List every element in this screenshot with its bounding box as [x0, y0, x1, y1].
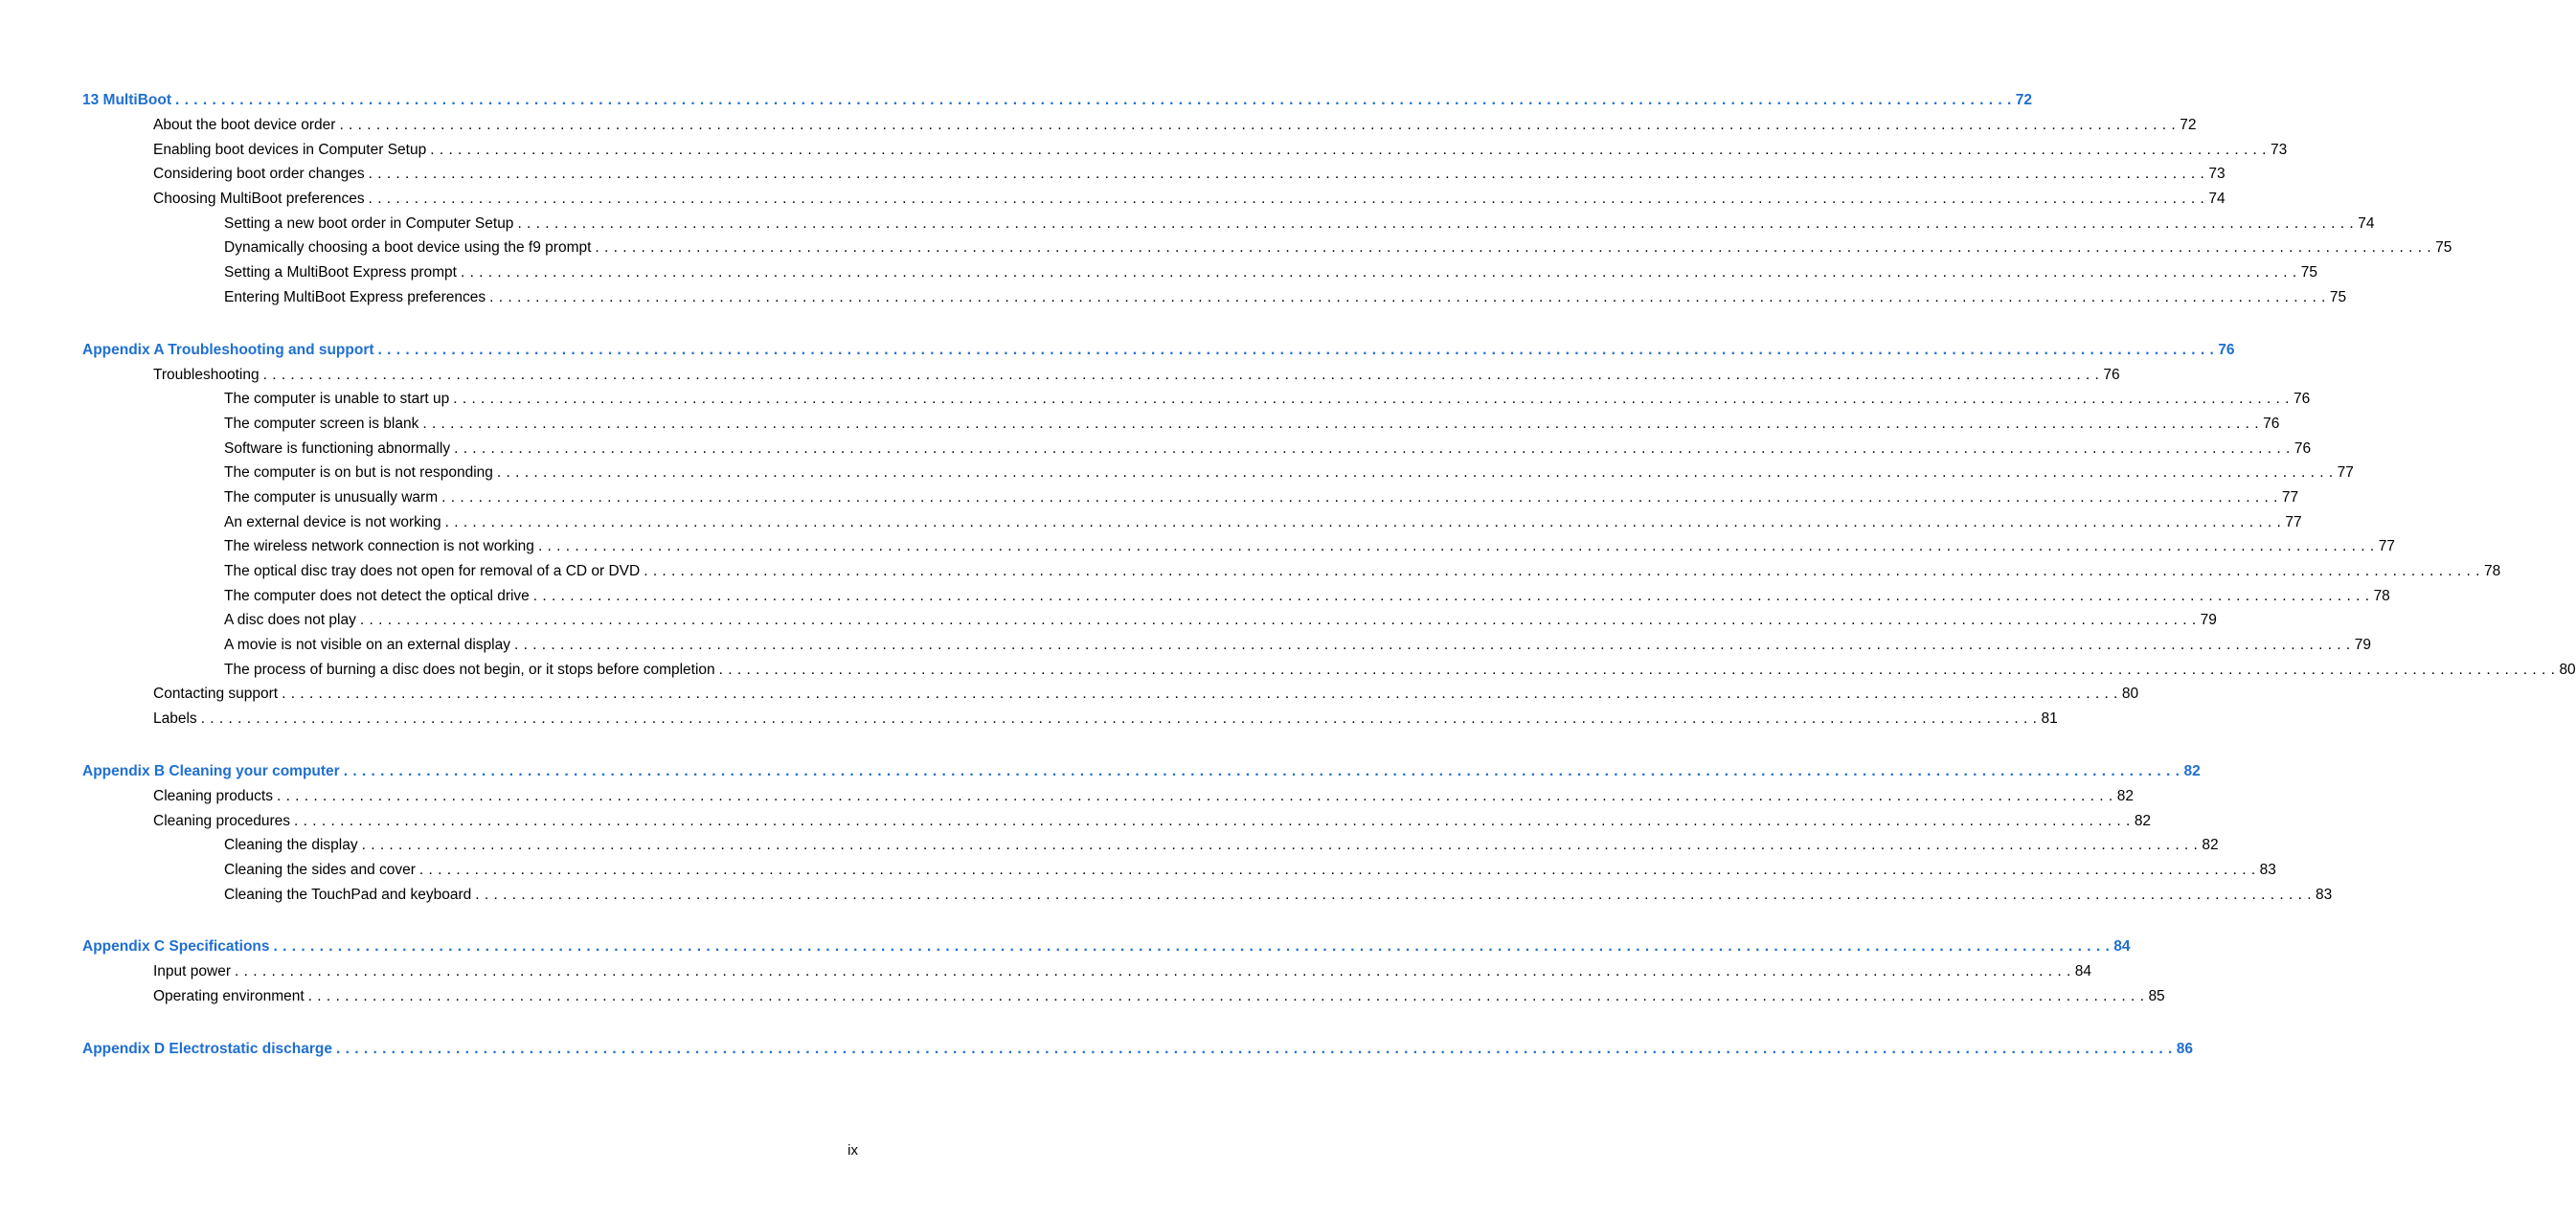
toc-entry-page-number: 77 [2375, 538, 2395, 555]
toc-entry-title: A disc does not play [224, 612, 360, 629]
toc-dot-leader: . . . . . . . . . . . . . . . . . . . . . . . . . . . . . . . . . . . . . . . . . . . . . . . . . . . . . . . . . . . . . . . . . . . . . . . . . . . . . . . . . . . . . . . . . . . . . . . . . . . . . . . . . . . . . . . . . . . . . . . . . . . . . . . . . . . . . . . . . . . . . . . . . . . . . . . . . . . . . . . . . . . . . . . . . . . . . . . . . . . . . . . . . . . . . . . . . . . . . . . . [282, 686, 2118, 703]
toc-entry-title: Troubleshooting [153, 367, 263, 384]
toc-entry[interactable] [82, 117, 2197, 142]
toc-entry-title: The wireless network connection is not working [224, 538, 538, 555]
toc-dot-leader: . . . . . . . . . . . . . . . . . . . . . . . . . . . . . . . . . . . . . . . . . . . . . . . . . . . . . . . . . . . . . . . . . . . . . . . . . . . . . . . . . . . . . . . . . . . . . . . . . . . . . . . . . . . . . . . . . . . . . . . . . . . . . . . . . . . . . . . . . . . . . . . . . . . . . . . . . . . . . . . . . . . . . . . . . . . . . . . . . . . . . . . . . . . . . . . . . . . . . . . . [444, 513, 2282, 530]
toc-entry-page-number: 73 [2204, 166, 2225, 183]
toc-dot-leader: . . . . . . . . . . . . . . . . . . . . . . . . . . . . . . . . . . . . . . . . . . . . . . . . . . . . . . . . . . . . . . . . . . . . . . . . . . . . . . . . . . . . . . . . . . . . . . . . . . . . . . . . . . . . . . . . . . . . . . . . . . . . . . . . . . . . . . . . . . . . . . . . . . . . . . . . . . . . . . . . . . . . . . . . . . . . . . . . . . . . . . . . . . . . . . . . . . . . . . . . [718, 661, 2556, 678]
toc-entry[interactable] [82, 239, 2452, 264]
toc-entry[interactable] [82, 464, 2354, 489]
toc-dot-leader: . . . . . . . . . . . . . . . . . . . . . . . . . . . . . . . . . . . . . . . . . . . . . . . . . . . . . . . . . . . . . . . . . . . . . . . . . . . . . . . . . . . . . . . . . . . . . . . . . . . . . . . . . . . . . . . . . . . . . . . . . . . . . . . . . . . . . . . . . . . . . . . . . . . . . . . . . . . . . . . . . . . . . . . . . . . . . . . . . . . . . . . . . . . . . . . . . . . . . . . . [595, 239, 2432, 257]
toc-entry-page-number: 83 [2312, 887, 2332, 904]
toc-dot-leader: . . . . . . . . . . . . . . . . . . . . . . . . . . . . . . . . . . . . . . . . . . . . . . . . . . . . . . . . . . . . . . . . . . . . . . . . . . . . . . . . . . . . . . . . . . . . . . . . . . . . . . . . . . . . . . . . . . . . . . . . . . . . . . . . . . . . . . . . . . . . . . . . . . . . . . . . . . . . . . . . . . . . . . . . . . . . . . . . . . . . . . . . . . . . . . . . . . . . . . . . [454, 439, 2291, 457]
toc-entry-page-number: 76 [2290, 391, 2310, 408]
toc-dot-leader: . . . . . . . . . . . . . . . . . . . . . . . . . . . . . . . . . . . . . . . . . . . . . . . . . . . . . . . . . . . . . . . . . . . . . . . . . . . . . . . . . . . . . . . . . . . . . . . . . . . . . . . . . . . . . . . . . . . . . . . . . . . . . . . . . . . . . . . . . . . . . . . . . . . . . . . . . . . . . . . . . . . . . . . . . . . . . . . . . . . . . . . . . . . . . . . . . . . . . . . . [489, 288, 2326, 305]
toc-chapter-entry[interactable] [82, 1040, 2194, 1066]
toc-dot-leader: . . . . . . . . . . . . . . . . . . . . . . . . . . . . . . . . . . . . . . . . . . . . . . . . . . . . . . . . . . . . . . . . . . . . . . . . . . . . . . . . . . . . . . . . . . . . . . . . . . . . . . . . . . . . . . . . . . . . . . . . . . . . . . . . . . . . . . . . . . . . . . . . . . . . . . . . . . . . . . . . . . . . . . . . . . . . . . . . . . . . . . . . . . . . . . . . . . . . . . . . [276, 787, 2113, 804]
toc-entry[interactable] [82, 563, 2501, 588]
toc-entry-title: Appendix A Troubleshooting and support [82, 342, 378, 359]
toc-entry[interactable] [82, 439, 2312, 465]
page-number: ix [847, 1142, 858, 1159]
toc-entry[interactable] [82, 141, 2288, 167]
toc-entry-page-number: 85 [2144, 988, 2164, 1005]
toc-entry-page-number: 75 [2297, 264, 2317, 281]
toc-entry[interactable] [82, 861, 2276, 887]
toc-entry-page-number: 75 [2326, 289, 2346, 306]
toc-entry-page-number: 82 [2113, 788, 2134, 805]
toc-entry[interactable] [82, 191, 2226, 215]
toc-entry-page-number: 74 [2204, 191, 2225, 208]
toc-entry-title: Labels [153, 710, 201, 728]
toc-entry-page-number: 81 [2037, 710, 2057, 728]
toc-entry[interactable] [82, 391, 2311, 416]
toc-dot-leader: . . . . . . . . . . . . . . . . . . . . . . . . . . . . . . . . . . . . . . . . . . . . . . . . . . . . . . . . . . . . . . . . . . . . . . . . . . . . . . . . . . . . . . . . . . . . . . . . . . . . . . . . . . . . . . . . . . . . . . . . . . . . . . . . . . . . . . . . . . . . . . . . . . . . . . . . . . . . . . . . . . . . . . . . . . . . . . . . . . . . . . . . . . . . . . . . . . . . . . . . [460, 264, 2297, 281]
toc-dot-leader: . . . . . . . . . . . . . . . . . . . . . . . . . . . . . . . . . . . . . . . . . . . . . . . . . . . . . . . . . . . . . . . . . . . . . . . . . . . . . . . . . . . . . . . . . . . . . . . . . . . . . . . . . . . . . . . . . . . . . . . . . . . . . . . . . . . . . . . . . . . . . . . . . . . . . . . . . . . . . . . . . . . . . . . . . . . . . . . . . . . . . . . . . . . . . . . . . . . . . . . . [307, 987, 2145, 1004]
toc-entry[interactable] [82, 366, 2120, 392]
toc-dot-leader: . . . . . . . . . . . . . . . . . . . . . . . . . . . . . . . . . . . . . . . . . . . . . . . . . . . . . . . . . . . . . . . . . . . . . . . . . . . . . . . . . . . . . . . . . . . . . . . . . . . . . . . . . . . . . . . . . . . . . . . . . . . . . . . . . . . . . . . . . . . . . . . . . . . . . . . . . . . . . . . . . . . . . . . . . . . . . . . . . . . . . . . . . . . . . . . . . . . . . . . . [441, 488, 2278, 506]
toc-entry[interactable] [82, 415, 2280, 440]
toc-entry-title: Entering MultiBoot Express preferences [224, 289, 489, 306]
toc-entry-title: The computer screen is blank [224, 416, 422, 433]
toc-dot-leader: . . . . . . . . . . . . . . . . . . . . . . . . . . . . . . . . . . . . . . . . . . . . . . . . . . . . . . . . . . . . . . . . . . . . . . . . . . . . . . . . . . . . . . . . . . . . . . . . . . . . . . . . . . . . . . . . . . . . . . . . . . . . . . . . . . . . . . . . . . . . . . . . . . . . . . . . . . . . . . . . . . . . . . . . . . . . . . . . . . . . . . . . . . . . . . . . . . . . . . . . [235, 963, 2071, 980]
toc-entry-title: 13 MultiBoot [82, 92, 175, 109]
table-of-contents [82, 92, 2576, 1066]
toc-entry[interactable] [82, 886, 2333, 912]
toc-entry-title: Operating environment [153, 988, 308, 1005]
toc-entry-page-number: 72 [2012, 92, 2032, 109]
toc-dot-leader: . . . . . . . . . . . . . . . . . . . . . . . . . . . . . . . . . . . . . . . . . . . . . . . . . . . . . . . . . . . . . . . . . . . . . . . . . . . . . . . . . . . . . . . . . . . . . . . . . . . . . . . . . . . . . . . . . . . . . . . . . . . . . . . . . . . . . . . . . . . . . . . . . . . . . . . . . . . . . . . . . . . . . . . . . . . . . . . . . . . . . . . . . . . . . . . . . . . . . . . . [496, 464, 2334, 482]
toc-entry-page-number: 76 [2099, 367, 2119, 384]
toc-entry-page-number: 77 [2334, 464, 2354, 482]
toc-entry[interactable] [82, 612, 2217, 637]
toc-dot-leader: . . . . . . . . . . . . . . . . . . . . . . . . . . . . . . . . . . . . . . . . . . . . . . . . . . . . . . . . . . . . . . . . . . . . . . . . . . . . . . . . . . . . . . . . . . . . . . . . . . . . . . . . . . . . . . . . . . . . . . . . . . . . . . . . . . . . . . . . . . . . . . . . . . . . . . . . . . . . . . . . . . . . . . . . . . . . . . . . . . . . . . . . . . . . . . . . . . . . . . . . [262, 366, 2100, 383]
toc-entry[interactable] [82, 166, 2226, 191]
toc-dot-leader: . . . . . . . . . . . . . . . . . . . . . . . . . . . . . . . . . . . . . . . . . . . . . . . . . . . . . . . . . . . . . . . . . . . . . . . . . . . . . . . . . . . . . . . . . . . . . . . . . . . . . . . . . . . . . . . . . . . . . . . . . . . . . . . . . . . . . . . . . . . . . . . . . . . . . . . . . . . . . . . . . . . . . . . . . . . . . . . . . . . . . . . . . . . . . . . . . . . . . . . . [200, 710, 2038, 728]
toc-entry[interactable] [82, 264, 2317, 289]
toc-entry-page-number: 77 [2281, 514, 2301, 531]
toc-entry-title: Software is functioning abnormally [224, 440, 454, 458]
toc-entry-title: The computer is unusually warm [224, 489, 441, 507]
toc-entry[interactable] [82, 837, 2219, 862]
toc-dot-leader: . . . . . . . . . . . . . . . . . . . . . . . . . . . . . . . . . . . . . . . . . . . . . . . . . . . . . . . . . . . . . . . . . . . . . . . . . . . . . . . . . . . . . . . . . . . . . . . . . . . . . . . . . . . . . . . . . . . . . . . . . . . . . . . . . . . . . . . . . . . . . . . . . . . . . . . . . . . . . . . . . . . . . . . . . . . . . . . . . . . . . . . . . . . . . . . . . . . . . . . . [537, 538, 2375, 555]
toc-dot-leader: . . . . . . . . . . . . . . . . . . . . . . . . . . . . . . . . . . . . . . . . . . . . . . . . . . . . . . . . . . . . . . . . . . . . . . . . . . . . . . . . . . . . . . . . . . . . . . . . . . . . . . . . . . . . . . . . . . . . . . . . . . . . . . . . . . . . . . . . . . . . . . . . . . . . . . . . . . . . . . . . . . . . . . . . . . . . . . . . . . . . . . . . . . . . . . . . . . . . . . . . [418, 861, 2256, 878]
toc-entry-page-number: 86 [2173, 1041, 2193, 1058]
toc-entry-title: Cleaning products [153, 788, 277, 805]
toc-entry-page-number: 79 [2197, 612, 2217, 629]
toc-entry[interactable] [82, 513, 2302, 539]
toc-dot-leader: . . . . . . . . . . . . . . . . . . . . . . . . . . . . . . . . . . . . . . . . . . . . . . . . . . . . . . . . . . . . . . . . . . . . . . . . . . . . . . . . . . . . . . . . . . . . . . . . . . . . . . . . . . . . . . . . . . . . . . . . . . . . . . . . . . . . . . . . . . . . . . . . . . . . . . . . . . . . . . . . . . . . . . . . . . . . . . . . . . . . . . . . . . . . . . . . . . . . . . . . [517, 214, 2355, 232]
toc-entry-title: Cleaning the sides and cover [224, 862, 419, 879]
toc-entry-title: An external device is not working [224, 514, 445, 531]
toc-entry-page-number: 72 [2176, 117, 2196, 134]
toc-chapter-entry[interactable] [82, 762, 2201, 788]
toc-dot-leader: . . . . . . . . . . . . . . . . . . . . . . . . . . . . . . . . . . . . . . . . . . . . . . . . . . . . . . . . . . . . . . . . . . . . . . . . . . . . . . . . . . . . . . . . . . . . . . . . . . . . . . . . . . . . . . . . . . . . . . . . . . . . . . . . . . . . . . . . . . . . . . . . . . . . . . . . . . . . . . . . . . . . . . . . . . . . . . . . . . . . . . . . . . . . . . . . . . . . . . . . [368, 191, 2205, 208]
toc-entry-title: Setting a MultiBoot Express prompt [224, 264, 461, 281]
toc-entry[interactable] [82, 538, 2395, 563]
toc-entry-title: Dynamically choosing a boot device using the f9 prompt [224, 239, 595, 257]
toc-entry-page-number: 78 [2480, 563, 2500, 580]
toc-entry-page-number: 83 [2256, 862, 2276, 879]
toc-entry-title: Contacting support [153, 686, 282, 703]
toc-entry-page-number: 77 [2278, 489, 2298, 507]
toc-dot-leader: . . . . . . . . . . . . . . . . . . . . . . . . . . . . . . . . . . . . . . . . . . . . . . . . . . . . . . . . . . . . . . . . . . . . . . . . . . . . . . . . . . . . . . . . . . . . . . . . . . . . . . . . . . . . . . . . . . . . . . . . . . . . . . . . . . . . . . . . . . . . . . . . . . . . . . . . . . . . . . . . . . . . . . . . . . . . . . . . . . . . . . . . . . . . . . . . . . . . . . . . [430, 141, 2267, 158]
toc-dot-leader: . . . . . . . . . . . . . . . . . . . . . . . . . . . . . . . . . . . . . . . . . . . . . . . . . . . . . . . . . . . . . . . . . . . . . . . . . . . . . . . . . . . . . . . . . . . . . . . . . . . . . . . . . . . . . . . . . . . . . . . . . . . . . . . . . . . . . . . . . . . . . . . . . . . . . . . . . . . . . . . . . . . . . . . . . . . . . . . . . . . . . . . . . . . . . . . . . . . . . . . . [294, 812, 2131, 829]
toc-dot-leader: . . . . . . . . . . . . . . . . . . . . . . . . . . . . . . . . . . . . . . . . . . . . . . . . . . . . . . . . . . . . . . . . . . . . . . . . . . . . . . . . . . . . . . . . . . . . . . . . . . . . . . . . . . . . . . . . . . . . . . . . . . . . . . . . . . . . . . . . . . . . . . . . . . . . . . . . . . . . . . . . . . . . . . . . . . . . . . . . . . . . . . . . . . . . . . . . . . . . . . . . [644, 563, 2480, 579]
toc-dot-leader: . . . . . . . . . . . . . . . . . . . . . . . . . . . . . . . . . . . . . . . . . . . . . . . . . . . . . . . . . . . . . . . . . . . . . . . . . . . . . . . . . . . . . . . . . . . . . . . . . . . . . . . . . . . . . . . . . . . . . . . . . . . . . . . . . . . . . . . . . . . . . . . . . . . . . . . . . . . . . . . . . . . . . . . . . . . . . . . . . . . . . . . . . . . . . . . . . . . . . . . . [532, 587, 2370, 604]
toc-dot-leader: . . . . . . . . . . . . . . . . . . . . . . . . . . . . . . . . . . . . . . . . . . . . . . . . . . . . . . . . . . . . . . . . . . . . . . . . . . . . . . . . . . . . . . . . . . . . . . . . . . . . . . . . . . . . . . . . . . . . . . . . . . . . . . . . . . . . . . . . . . . . . . . . . . . . . . . . . . . . . . . . . . . . . . . . . . . . . . . . . . . . . . . . . . . . . . . . . . . . . . . . [343, 762, 2181, 779]
toc-chapter-entry[interactable] [82, 341, 2235, 367]
toc-dot-leader: . . . . . . . . . . . . . . . . . . . . . . . . . . . . . . . . . . . . . . . . . . . . . . . . . . . . . . . . . . . . . . . . . . . . . . . . . . . . . . . . . . . . . . . . . . . . . . . . . . . . . . . . . . . . . . . . . . . . . . . . . . . . . . . . . . . . . . . . . . . . . . . . . . . . . . . . . . . . . . . . . . . . . . . . . . . . . . . . . . . . . . . . . . . . . . . . . . . . . . . . [453, 391, 2290, 408]
toc-dot-leader: . . . . . . . . . . . . . . . . . . . . . . . . . . . . . . . . . . . . . . . . . . . . . . . . . . . . . . . . . . . . . . . . . . . . . . . . . . . . . . . . . . . . . . . . . . . . . . . . . . . . . . . . . . . . . . . . . . . . . . . . . . . . . . . . . . . . . . . . . . . . . . . . . . . . . . . . . . . . . . . . . . . . . . . . . . . . . . . . . . . . . . . . . . . . . . . . . . . . . . . . [175, 92, 2012, 108]
toc-entry-title: Enabling boot devices in Computer Setup [153, 142, 430, 159]
toc-entry-page-number: 76 [2214, 342, 2234, 359]
toc-entry-page-number: 84 [2110, 938, 2130, 956]
toc-entry-title: The computer is unable to start up [224, 391, 453, 408]
toc-entry[interactable] [82, 587, 2390, 613]
toc-dot-leader: . . . . . . . . . . . . . . . . . . . . . . . . . . . . . . . . . . . . . . . . . . . . . . . . . . . . . . . . . . . . . . . . . . . . . . . . . . . . . . . . . . . . . . . . . . . . . . . . . . . . . . . . . . . . . . . . . . . . . . . . . . . . . . . . . . . . . . . . . . . . . . . . . . . . . . . . . . . . . . . . . . . . . . . . . . . . . . . . . . . . . . . . . . . . . . . . . . . . . . . . [273, 938, 2111, 956]
toc-dot-leader: . . . . . . . . . . . . . . . . . . . . . . . . . . . . . . . . . . . . . . . . . . . . . . . . . . . . . . . . . . . . . . . . . . . . . . . . . . . . . . . . . . . . . . . . . . . . . . . . . . . . . . . . . . . . . . . . . . . . . . . . . . . . . . . . . . . . . . . . . . . . . . . . . . . . . . . . . . . . . . . . . . . . . . . . . . . . . . . . . . . . . . . . . . . . . . . . . . . . . . . . [513, 637, 2351, 654]
toc-entry[interactable] [82, 710, 2058, 735]
toc-entry-page-number: 82 [2180, 763, 2200, 780]
toc-dot-leader: . . . . . . . . . . . . . . . . . . . . . . . . . . . . . . . . . . . . . . . . . . . . . . . . . . . . . . . . . . . . . . . . . . . . . . . . . . . . . . . . . . . . . . . . . . . . . . . . . . . . . . . . . . . . . . . . . . . . . . . . . . . . . . . . . . . . . . . . . . . . . . . . . . . . . . . . . . . . . . . . . . . . . . . . . . . . . . . . . . . . . . . . . . . . . . . . . . . . . . . . [339, 117, 2177, 133]
toc-dot-leader: . . . . . . . . . . . . . . . . . . . . . . . . . . . . . . . . . . . . . . . . . . . . . . . . . . . . . . . . . . . . . . . . . . . . . . . . . . . . . . . . . . . . . . . . . . . . . . . . . . . . . . . . . . . . . . . . . . . . . . . . . . . . . . . . . . . . . . . . . . . . . . . . . . . . . . . . . . . . . . . . . . . . . . . . . . . . . . . . . . . . . . . . . . . . . . . . . . . . . . . . [475, 886, 2313, 903]
toc-entry-page-number: 76 [2259, 416, 2279, 433]
toc-entry-title: Setting a new boot order in Computer Setup [224, 215, 517, 233]
toc-entry-title: The computer is on but is not responding [224, 464, 497, 482]
toc-entry[interactable] [82, 288, 2347, 314]
toc-entry-title: The optical disc tray does not open for removal of a CD or DVD [224, 563, 644, 580]
toc-entry-title: About the boot device order [153, 117, 339, 134]
toc-entry[interactable] [82, 637, 2371, 662]
toc-entry-page-number: 82 [2198, 837, 2218, 854]
toc-entry-page-number: 78 [2370, 588, 2390, 605]
toc-entry-page-number: 84 [2071, 963, 2091, 980]
toc-entry[interactable] [82, 686, 2139, 710]
toc-entry-title: Cleaning the display [224, 837, 362, 854]
toc-dot-leader: . . . . . . . . . . . . . . . . . . . . . . . . . . . . . . . . . . . . . . . . . . . . . . . . . . . . . . . . . . . . . . . . . . . . . . . . . . . . . . . . . . . . . . . . . . . . . . . . . . . . . . . . . . . . . . . . . . . . . . . . . . . . . . . . . . . . . . . . . . . . . . . . . . . . . . . . . . . . . . . . . . . . . . . . . . . . . . . . . . . . . . . . . . . . . . . . . . . . . . . . [368, 166, 2205, 183]
toc-entry-title: Appendix B Cleaning your computer [82, 763, 344, 780]
toc-entry[interactable] [82, 987, 2165, 1013]
toc-entry-page-number: 82 [2131, 813, 2151, 830]
toc-entry[interactable] [82, 812, 2152, 838]
toc-entry[interactable] [82, 963, 2092, 988]
toc-dot-leader: . . . . . . . . . . . . . . . . . . . . . . . . . . . . . . . . . . . . . . . . . . . . . . . . . . . . . . . . . . . . . . . . . . . . . . . . . . . . . . . . . . . . . . . . . . . . . . . . . . . . . . . . . . . . . . . . . . . . . . . . . . . . . . . . . . . . . . . . . . . . . . . . . . . . . . . . . . . . . . . . . . . . . . . . . . . . . . . . . . . . . . . . . . . . . . . . . . . . . . . . [359, 612, 2197, 629]
toc-entry-page-number: 75 [2431, 239, 2452, 257]
toc-entry-title: Considering boot order changes [153, 166, 369, 183]
toc-dot-leader: . . . . . . . . . . . . . . . . . . . . . . . . . . . . . . . . . . . . . . . . . . . . . . . . . . . . . . . . . . . . . . . . . . . . . . . . . . . . . . . . . . . . . . . . . . . . . . . . . . . . . . . . . . . . . . . . . . . . . . . . . . . . . . . . . . . . . . . . . . . . . . . . . . . . . . . . . . . . . . . . . . . . . . . . . . . . . . . . . . . . . . . . . . . . . . . . . . . . . . . . [361, 837, 2199, 854]
toc-entry-title: A movie is not visible on an external display [224, 637, 514, 654]
toc-entry[interactable] [82, 214, 2375, 240]
toc-entry[interactable] [82, 787, 2134, 813]
toc-entry-page-number: 79 [2351, 637, 2371, 654]
toc-entry-page-number: 80 [2555, 662, 2575, 679]
toc-dot-leader: . . . . . . . . . . . . . . . . . . . . . . . . . . . . . . . . . . . . . . . . . . . . . . . . . . . . . . . . . . . . . . . . . . . . . . . . . . . . . . . . . . . . . . . . . . . . . . . . . . . . . . . . . . . . . . . . . . . . . . . . . . . . . . . . . . . . . . . . . . . . . . . . . . . . . . . . . . . . . . . . . . . . . . . . . . . . . . . . . . . . . . . . . . . . . . . . . . . . . . . . [377, 341, 2215, 358]
toc-entry-title: Input power [153, 963, 235, 980]
toc-entry-page-number: 80 [2118, 686, 2138, 703]
toc-entry-title: Appendix C Specifications [82, 938, 274, 956]
toc-chapter-entry[interactable] [82, 92, 2033, 117]
toc-entry-title: Appendix D Electrostatic discharge [82, 1041, 336, 1058]
toc-dot-leader: . . . . . . . . . . . . . . . . . . . . . . . . . . . . . . . . . . . . . . . . . . . . . . . . . . . . . . . . . . . . . . . . . . . . . . . . . . . . . . . . . . . . . . . . . . . . . . . . . . . . . . . . . . . . . . . . . . . . . . . . . . . . . . . . . . . . . . . . . . . . . . . . . . . . . . . . . . . . . . . . . . . . . . . . . . . . . . . . . . . . . . . . . . . . . . . . . . . . . . . . [422, 415, 2260, 432]
toc-entry-title: The computer does not detect the optical drive [224, 588, 533, 605]
toc-entry-title: Cleaning the TouchPad and keyboard [224, 887, 475, 904]
toc-entry-title: Cleaning procedures [153, 813, 294, 830]
toc-entry[interactable] [82, 488, 2299, 514]
toc-entry-page-number: 76 [2291, 440, 2311, 458]
toc-entry-title: The process of burning a disc does not begin, or it stops before completion [224, 662, 719, 679]
toc-entry-page-number: 74 [2354, 215, 2374, 233]
toc-entry[interactable] [82, 661, 2576, 687]
toc-chapter-entry[interactable] [82, 938, 2131, 963]
toc-entry-title: Choosing MultiBoot preferences [153, 191, 369, 208]
toc-dot-leader: . . . . . . . . . . . . . . . . . . . . . . . . . . . . . . . . . . . . . . . . . . . . . . . . . . . . . . . . . . . . . . . . . . . . . . . . . . . . . . . . . . . . . . . . . . . . . . . . . . . . . . . . . . . . . . . . . . . . . . . . . . . . . . . . . . . . . . . . . . . . . . . . . . . . . . . . . . . . . . . . . . . . . . . . . . . . . . . . . . . . . . . . . . . . . . . . . . . . . . . . [336, 1040, 2173, 1057]
toc-entry-page-number: 73 [2267, 142, 2287, 159]
